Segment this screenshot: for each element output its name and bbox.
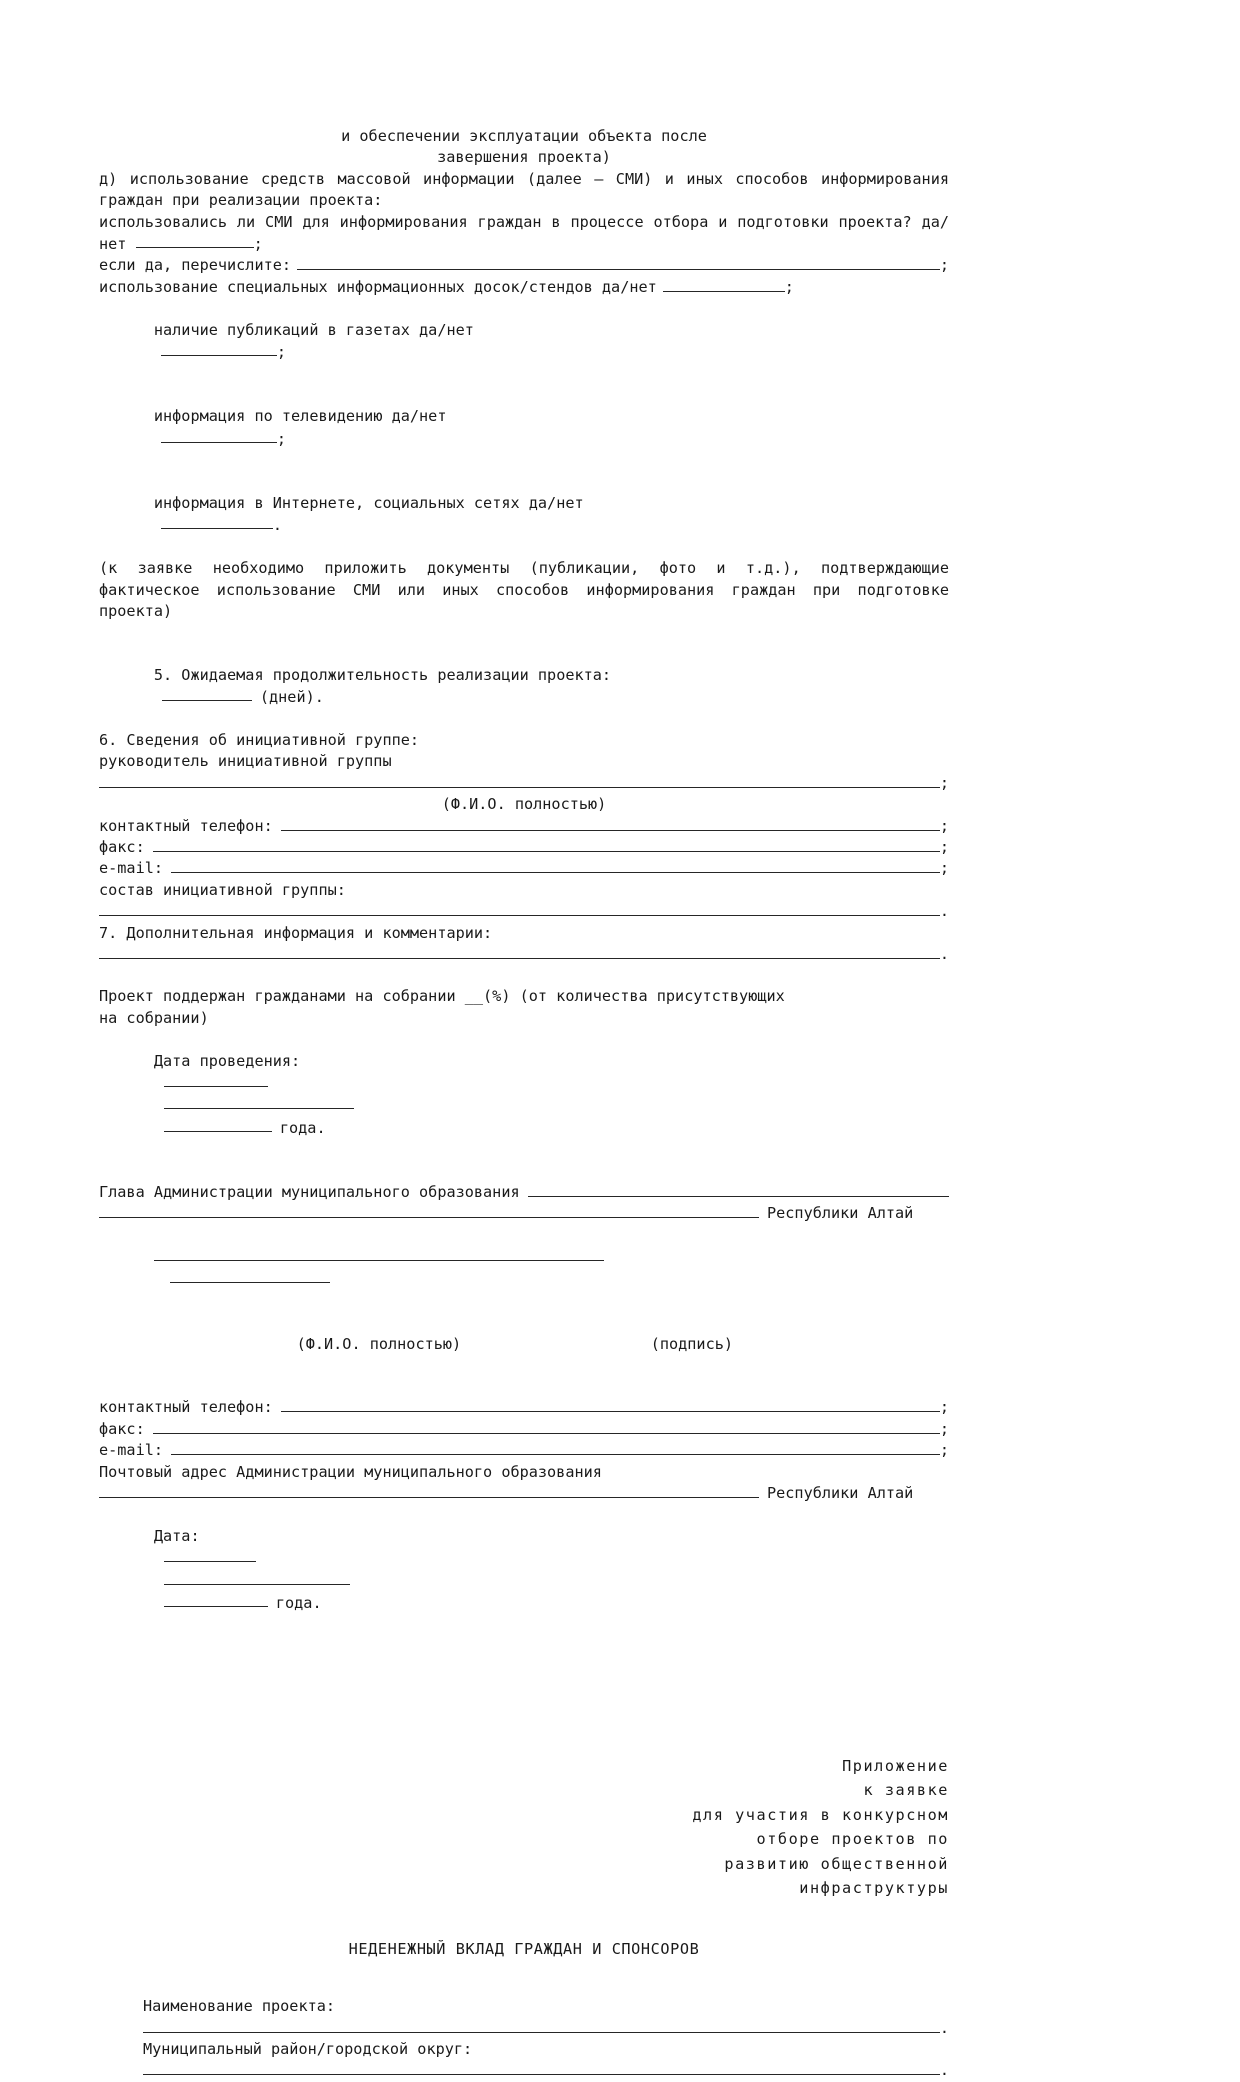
head-fio-blank[interactable]	[154, 1246, 604, 1261]
appendix-district-terminator: .	[939, 2061, 949, 2080]
item-5-label: 5. Ожидаемая продолжительность реализации проекта:	[153, 665, 612, 684]
admin-phone-label: контактный телефон:	[99, 1398, 273, 1417]
head-name-blank-top[interactable]	[528, 1182, 949, 1197]
item-6-fax-label: факс:	[99, 838, 145, 856]
item-6-fio-caption: (Ф.И.О. полностью)	[441, 795, 607, 814]
appendix-district-label: Муниципальный район/городской округ:	[143, 2040, 473, 2059]
section-d-newspapers-blank[interactable]	[161, 341, 277, 356]
head-signature-rules	[99, 1225, 949, 1313]
appendix-project-name-row	[143, 2018, 949, 2039]
item-5-duration-blank[interactable]	[162, 686, 252, 701]
section-d-tv-label: информация по телевидению да/нет	[153, 407, 447, 426]
item-6-email-row	[99, 858, 949, 879]
section-d-ifyes-label: если да, перечислите:	[99, 256, 292, 275]
admin-email-blank[interactable]	[171, 1440, 940, 1455]
section-d-internet-blank[interactable]	[161, 514, 273, 529]
item-6-leader-terminator: ;	[939, 773, 949, 792]
item-5-row	[99, 643, 949, 730]
head-signature-caption: (подпись)	[650, 1334, 734, 1353]
head-name-blank-second[interactable]	[99, 1203, 759, 1218]
appendix-project-name-terminator: .	[939, 2018, 949, 2037]
section-d-boards-blank[interactable]	[663, 277, 785, 292]
support-date-year-blank[interactable]	[164, 1117, 272, 1132]
appendix-header-line-1: Приложение	[842, 1756, 949, 1775]
head-fio-caption: (Ф.И.О. полностью)	[296, 1334, 462, 1353]
section-d-smi-question-label: использовались ли СМИ для информирования граждан в процессе отбора и подготовки проекта? да/нет	[99, 212, 949, 254]
admin-address-label: Почтовый адрес Администрации муниципального образования	[99, 1462, 602, 1481]
support-date-suffix: года.	[279, 1118, 326, 1137]
document-body	[99, 126, 949, 2082]
item-6-members-terminator: .	[939, 902, 949, 921]
item-6-phone-label: контактный телефон:	[99, 816, 273, 835]
appendix-header-line-5: развитию общественной	[724, 1854, 949, 1873]
head-title-row	[99, 1182, 949, 1203]
appendix-project-name-blank[interactable]	[143, 2018, 940, 2033]
admin-date-label: Дата:	[153, 1526, 200, 1545]
appendix-district-blank[interactable]	[143, 2060, 940, 2075]
head-title-label: Глава Администрации муниципального образования	[99, 1182, 520, 1201]
section-d-smi-terminator: ;	[253, 235, 263, 254]
admin-phone-terminator: ;	[939, 1398, 949, 1417]
admin-fax-blank[interactable]	[153, 1419, 940, 1434]
appendix-header-line-4: отборе проектов по	[756, 1830, 949, 1849]
item-7-row	[99, 944, 949, 965]
appendix-header-line-3: для участия в конкурсном	[692, 1805, 949, 1824]
item-7-blank[interactable]	[99, 944, 940, 959]
item-7-terminator: .	[939, 945, 949, 964]
item-6-fax-row	[99, 837, 949, 858]
appendix-header-line-6: инфраструктуры	[799, 1879, 949, 1898]
admin-email-terminator: ;	[939, 1441, 949, 1460]
support-date-month-blank[interactable]	[164, 1094, 354, 1109]
appendix-project-name-label: Наименование проекта:	[143, 1997, 336, 2016]
item-6-leader-row	[99, 773, 949, 794]
admin-republic-label: Республики Алтай	[767, 1483, 914, 1502]
header-continuation-line-1: и обеспечении эксплуатации объекта после	[341, 127, 707, 145]
admin-email-label: e-mail:	[99, 1441, 164, 1460]
item-6-email-terminator: ;	[939, 859, 949, 878]
item-6-email-blank[interactable]	[171, 858, 940, 873]
item-5-unit: (дней).	[259, 688, 324, 707]
head-captions-row	[99, 1312, 949, 1376]
section-d-internet-terminator: .	[272, 516, 283, 535]
section-d-internet-row	[99, 472, 949, 559]
section-d-tv-terminator: ;	[276, 429, 287, 448]
item-6-email-label: e-mail:	[99, 859, 164, 878]
admin-phone-blank[interactable]	[281, 1397, 940, 1412]
section-d-newspapers-label: наличие публикаций в газетах да/нет	[153, 320, 474, 339]
spacer-before-admin-contacts	[99, 1376, 949, 1397]
item-6-phone-blank[interactable]	[281, 816, 940, 831]
section-d-ifyes-terminator: ;	[939, 256, 949, 275]
admin-fax-label: факс:	[99, 1419, 145, 1438]
section-d-internet-label: информация в Интернете, социальных сетях да/нет	[153, 493, 584, 512]
head-signature-blank[interactable]	[170, 1268, 330, 1283]
item-6-phone-row	[99, 816, 949, 837]
support-date-day-blank[interactable]	[164, 1072, 268, 1087]
section-d-smi-question	[99, 212, 949, 256]
item-6-fax-terminator: ;	[939, 838, 949, 856]
section-d-boards-terminator: ;	[784, 277, 794, 296]
spacer-before-head-block	[99, 1161, 949, 1182]
item-6-leader-blank[interactable]	[99, 773, 940, 788]
item-6-phone-terminator: ;	[939, 816, 949, 835]
spacer-after-section-d	[99, 622, 949, 643]
item-7-label: 7. Дополнительная информация и комментарии:	[99, 923, 493, 942]
admin-email-row	[99, 1440, 949, 1461]
support-line-2: на собрании)	[99, 1008, 209, 1027]
admin-date-year-blank[interactable]	[164, 1592, 268, 1607]
admin-fax-terminator: ;	[939, 1419, 949, 1438]
section-d-newspapers-terminator: ;	[276, 343, 287, 362]
section-d-tv-row	[99, 385, 949, 472]
support-date-row	[99, 1029, 949, 1160]
section-d-note: (к заявке необходимо приложить документы (публикации, фото и т.д.), подтверждающие фактическое использование СМИ или иных способов информирования граждан при подготовке проекта)	[99, 559, 949, 620]
item-6-members-blank[interactable]	[99, 901, 940, 916]
section-d-boards-row	[99, 277, 949, 298]
spacer-after-appendix-title	[99, 1960, 949, 1996]
admin-date-suffix: года.	[275, 1594, 322, 1612]
spacer-before-appendix	[99, 1636, 949, 1754]
appendix-header-line-2: к заявке	[863, 1781, 949, 1800]
spacer-after-item-7	[99, 965, 949, 986]
section-d-tv-blank[interactable]	[161, 428, 277, 443]
admin-fax-row	[99, 1419, 949, 1440]
section-d-ifyes-row	[99, 255, 949, 276]
header-continuation-line-2: завершения проекта)	[437, 148, 611, 167]
section-d-intro: д) использование средств массовой информации (далее – СМИ) и иных способов информирования граждан при реализации проекта:	[99, 169, 949, 210]
admin-date-day-blank[interactable]	[164, 1547, 256, 1562]
item-6-members-label: состав инициативной группы:	[99, 880, 346, 899]
admin-date-row	[99, 1504, 949, 1635]
support-date-label: Дата проведения:	[153, 1051, 301, 1070]
head-republic-row	[99, 1203, 949, 1224]
spacer-before-appendix-title	[99, 1901, 949, 1939]
section-d-ifyes-blank[interactable]	[297, 255, 940, 270]
section-d-boards-label: использование специальных информационных досок/стендов да/нет	[99, 277, 657, 296]
admin-date-month-blank[interactable]	[164, 1570, 350, 1585]
section-d-smi-blank[interactable]	[136, 233, 254, 248]
support-line-1: Проект поддержан гражданами на собрании __(%) (от количества присутствующих	[99, 987, 785, 1006]
admin-address-row	[99, 1483, 949, 1504]
appendix-district-row	[143, 2060, 949, 2081]
item-6-leader-label: руководитель инициативной группы	[99, 752, 392, 771]
item-6-members-row	[99, 901, 949, 922]
admin-phone-row	[99, 1397, 949, 1418]
head-republic-label: Республики Алтай	[767, 1204, 914, 1223]
item-6-fax-blank[interactable]	[153, 837, 940, 852]
appendix-fields	[99, 1996, 949, 2082]
admin-address-blank[interactable]	[99, 1483, 759, 1498]
appendix-header	[99, 1754, 949, 1901]
item-6-label: 6. Сведения об инициативной группе:	[99, 730, 420, 749]
section-d-newspapers-row	[99, 298, 949, 385]
appendix-title: НЕДЕНЕЖНЫЙ ВКЛАД ГРАЖДАН И СПОНСОРОВ	[348, 1939, 700, 1958]
